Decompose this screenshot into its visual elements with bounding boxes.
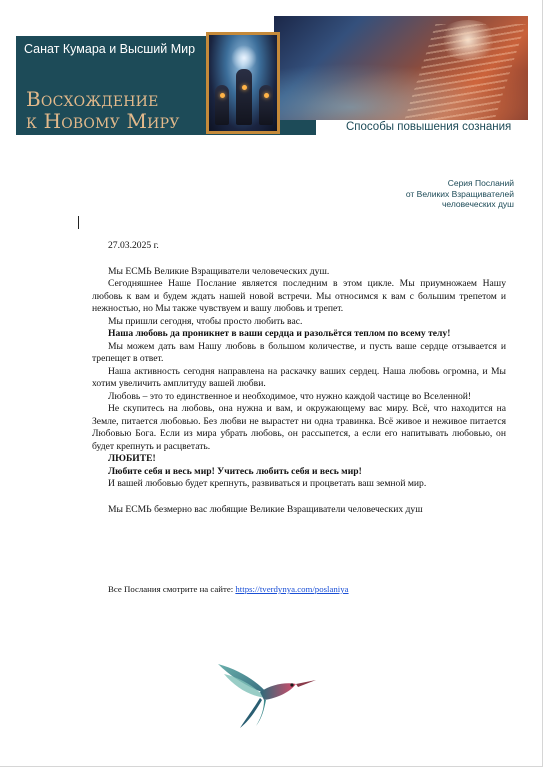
- website-label: Все Послания смотрите на сайте:: [108, 584, 234, 594]
- paragraph-bold: ЛЮБИТЕ!: [108, 453, 156, 464]
- series-line1: Серия Посланий: [447, 178, 514, 188]
- paragraph-bold: Наша любовь да проникнет в ваши сердца и разольётся теплом по всему телу!: [108, 328, 451, 339]
- website-link[interactable]: https://tverdynya.com/poslaniya: [235, 584, 349, 594]
- paragraph: Любовь – это то единственное и необходимое, что нужно каждой частице во Вселенной!: [108, 390, 472, 402]
- main-title: [26, 88, 180, 132]
- paragraph: Не скупитесь на любовь, она нужна и вам, и окружающему вас миру. Всё, что находится на Земле, питается любовью. Без любви не вырастет ни одна травинка. Всё живое и неживое питается Любовью Бога. Если из мира убрать любовь, он рассыпется, а если его напитывать любовью, он будет крепнуть и расцветать.: [92, 403, 506, 452]
- paragraph: Сегодняшнее Наше Послание является последним в этом цикле. Мы приумножаем Нашу любовь к вам и будем ждать нашей новой встречи. Мы относимся к вам с большим трепетом и нежностью, но Мы также чувствуем и вашу любовь и трепет.: [92, 278, 506, 314]
- paragraph: Мы можем дать вам Нашу любовь в большом количестве, и пусть ваше сердце отзывается и трепещет в ответ.: [92, 340, 506, 364]
- main-title-line1: Восхождение: [26, 87, 159, 111]
- paragraph: И вашей любовью будет крепнуть, развиваться и процветать ваш земной мир.: [108, 478, 427, 489]
- series-line3: человеческих душ: [441, 199, 514, 209]
- paragraph: Наша активность сегодня направлена на раскачку ваших сердец. Наша любовь огромна, и Мы хотим увеличить амплитуду вашей любви.: [92, 365, 506, 389]
- series-caption: [406, 178, 514, 210]
- header-banner: [16, 16, 528, 164]
- message-date: 27.03.2025 г.: [108, 240, 159, 251]
- banner-subtitle: Способы повышения сознания: [346, 121, 512, 133]
- hummingbird-logo-icon: [210, 660, 320, 730]
- main-title-line2: к Новому Миру: [26, 109, 180, 133]
- website-note: [108, 584, 349, 594]
- text-cursor: [78, 216, 79, 229]
- series-line2: от Великих Взращивателей: [405, 188, 514, 199]
- paragraph-bold: Любите себя и весь мир! Учитесь любить себя и весь мир!: [108, 465, 362, 477]
- closing-signature: Мы ЕСМЬ безмерно вас любящие Великие Взращиватели человеческих душ: [108, 503, 423, 515]
- brand-label: Санат Кумара и Высший Мир: [24, 42, 196, 56]
- message-body: [92, 240, 506, 516]
- paragraph: Мы ЕСМЬ Великие Взращиватели человеческих душ.: [108, 265, 330, 277]
- stairway-artwork: [274, 16, 528, 120]
- paragraph: Мы пришли сегодня, чтобы просто любить вас.: [108, 315, 303, 327]
- masters-portrait-image: [206, 32, 280, 134]
